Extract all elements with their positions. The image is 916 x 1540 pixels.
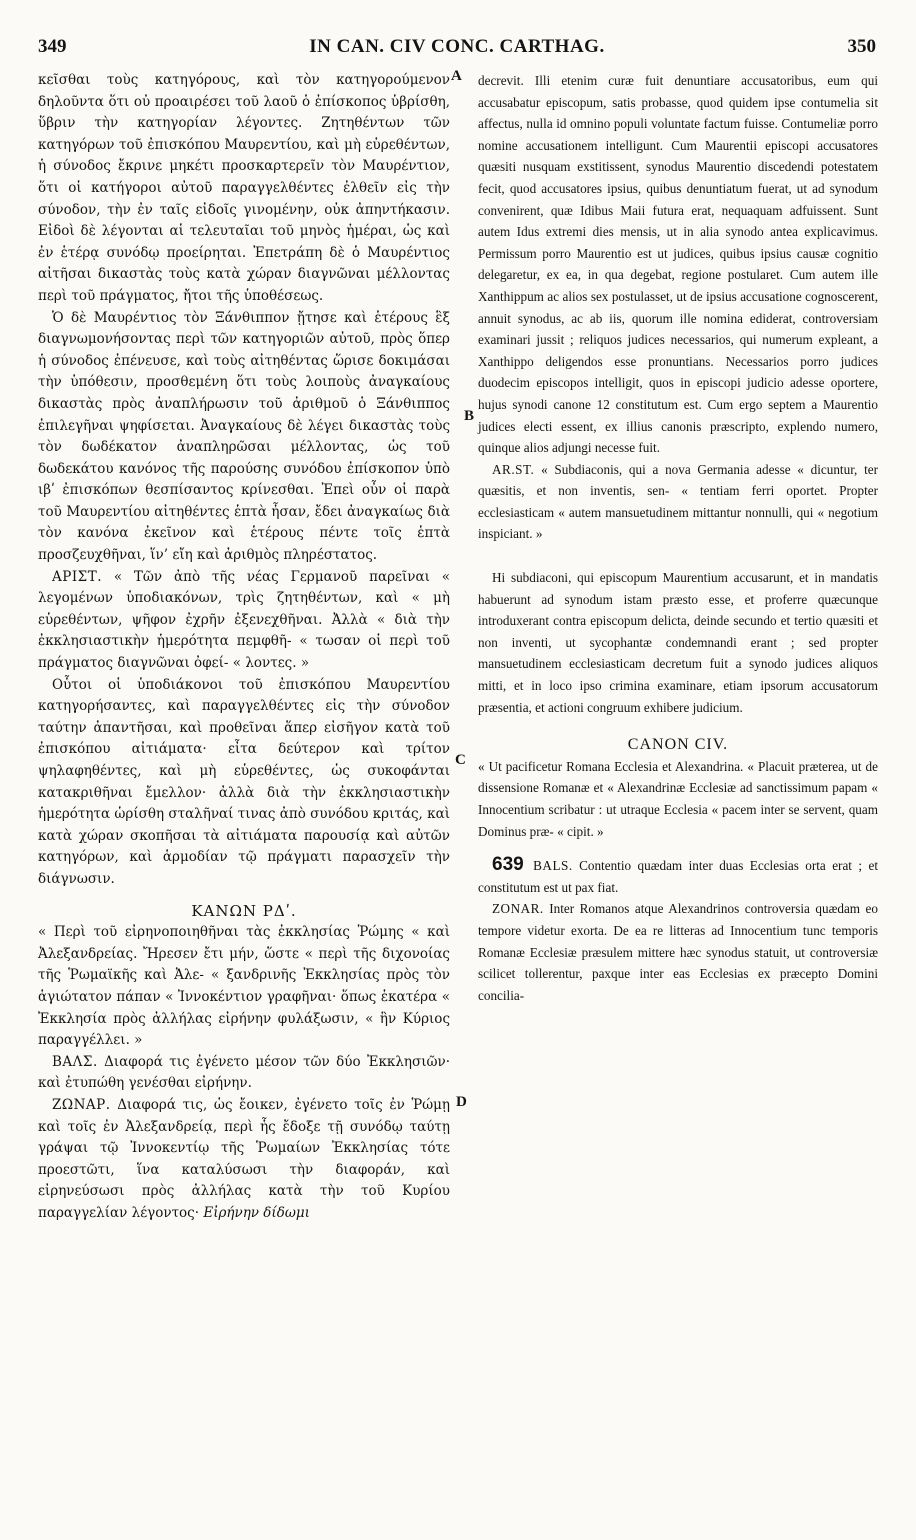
margin-letter-d: D [456,1094,467,1110]
zonar-text: Inter Romanos atque Alexandrinos controversia quædam eo tempore videtur exorta. De ea re litteras ad Innocentium tunc temporis Romanæ Ecclesiæ præsulem mittere hæc synodus statuit, ut controversiæ scilicet tollerentur, paxque inter eas Ecclesias ex præcepto Domini concilia- [478,901,878,1003]
margin-letter-b: B [464,408,475,424]
latin-paragraph-1: decrevit. Illi etenim curæ fuit denuntiare accusatoribus, eum qui accusabatur episcopum, satis probasse, quod quidem ipse contumelia sit affectus, nulla id omnino populi voluntate factum fuisse. Contumeliæ porro nomine accusationem intelligunt. Cum Maurentii episcopi accusatores quæsiti nusquam exstitissent, synodus Maurentio discedendi potestatem fecit, quod accusatores ipsius, quibus denuntiatum fuerat, ut ad synodum convenirent, quæ Idibus Maii futura erat, nequaquam adfuissent. Sunt autem Idus extremi dies mensis, ut in alia synodo antea explicavimus. Permissum porro Maurentio est ut judices, quibus ipsius causæ cognitio delegaretur, ex ea, in qua degebat, regione postularet. Cum autem ille Xanthippum ac alios sex postulasset, ut de ipsius accusatione cognoscerent, annuit synodus, ac ab iis, quorum ille nomina ediderat, controversiam examinari jussit ; reliquos judices necessarios, qui numerum expleant, a Xanthippo deligendos esse pronuntians. Necessarios porro judices duodecim episcopos intelligit, quos in episcopi judicio adesse oportere, hujus synodi canone 12 constitutum est. Cum ergo septem a Maurentio judices electi essent, ex illius canonis præscripto, explendo numero, quinque alios adjungi necesse fuit. [478,73,878,456]
running-title: IN CAN. CIV CONC. CARTHAG. [309,36,605,57]
zonar-label: ZONAR. [492,901,544,917]
margin-letter-a: A [451,68,462,84]
column-number-639: 639 [492,854,524,876]
page-number-left: 349 [38,36,67,57]
greek-canon-text: « Περὶ τοῦ εἰρηνοποιηθῆναι τὰς ἐκκλησίας Ῥώμης « καὶ Ἀλεξανδρείας. Ἤρεσεν ἔτι μήν, ὥστε « περὶ τῆς διχονοίας τῆς Ῥωμαϊκῆς καὶ Ἀλε- « ξανδρινῆς Ἐκκλησίας πρὸς τὸν ἁγιώτατον πάπαν « Ἰννοκέντιον γραφῆναι· ὅπως ἑκατέρα « Ἐκκλησία πρὸς ἀλλήλας εἰρήνην φυλάξωσιν, « ἣν Κύριος παραγγέλλει. » [38,924,450,1049]
greek-column [38,70,450,1224]
aristenus-label: ΑΡΙΣΤ. [52,568,103,585]
latin-paragraph-2: Hi subdiaconi, qui episcopum Maurentium accusarunt, et in mandatis habuerunt ad synodum istam præsto esse, et proferre quæcunque introduxerant contra episcopum delicta, deinde secundo et tertio quæsiti et non inventi, ut sycophantæ condemnandi erant ; sed propter mansuetudinem ecclesiasticam decretum fuit a synodo judices aliquos mitti, et in loco ipso crimina examinare, etiam ipsorum accusatorum præsentia, et actioni congruum exhibere judicium. [478,570,878,715]
latin-aristenus [478,459,878,545]
latin-zonaras [478,898,878,1006]
greek-zonaras [38,1095,450,1225]
latin-canon-text: « Ut pacificetur Romana Ecclesia et Alexandrina. « Placuit præterea, ut de dissensione Romanæ et « Alexandrinæ Ecclesiæ ad sanctissimum papam « Innocentium scribatur : ut utraque Ecclesia « pacem inter se servent, quam Dominus præ- « cipit. » [478,758,878,839]
greek-paragraph-2: Ὁ δὲ Μαυρέντιος τὸν Ξάνθιππον ᾔτησε καὶ ἑτέρους ἓξ διαγνωμονήσοντας περὶ τῶν κατηγοριῶν αὐτοῦ, πρὸς ὅπερ ἡ σύνοδος ἐπένευσε, καὶ τοὺς αἰτηθέντας ὥρισε δοκιμάσαι τὴν ὑπόθεσιν, προσθεμένη ὅτι τοὺς λοιποὺς ἀναγκαίους δικαστὰς πρὸς ἀναπλήρωσιν τοῦ ἀριθμοῦ ὁ Ξάνθιππος ἐπιλεγῆναι ψηφίσεται. Ἀναγκαίους δὲ λέγει δικαστὰς τοὺς τὸν δωδέκατον ἀναπληρῶσαι μέλλοντας, ὡς τοῦ δωδεκάτου κανόνος τῆς παρούσης συνόδου ἐπίσκοπον ὑπὸ ιβʹ ἐπισκόπων θεσπίσαντος κρίνεσθαι. Ἐπεὶ οὖν οἱ παρὰ τοῦ Μαυρεντίου αἰτηθέντες ἑπτὰ ἦσαν, ἔδει ἀναγκαίως διὰ τὸν κανόνα ἐκεῖνον καὶ ἑτέρους πέντε τοῖς ἑπτὰ προσζευχθῆναι, ἵν’ εἴη καὶ ἀριθμὸς πληρέστατος. [38,309,450,564]
bals-text: Contentio quædam inter duas Ecclesias orta erat ; et constitutum est ut pax fiat. [478,858,878,895]
latin-balsamon [478,854,878,898]
latin-canon-title: CANON CIV. [627,736,729,754]
arst-label: AR.ST. [492,461,535,477]
margin-letter-c: C [455,752,466,768]
greek-aristenus [38,567,450,675]
balsamon-text: Διαφορά τις ἐγένετο μέσον τῶν δύο Ἐκκλησιῶν· καὶ ἐτυπώθη γενέσθαι εἰρήνην. [38,1053,450,1092]
balsamon-label: ΒΑΛΣ. [52,1053,98,1070]
greek-balsamon [38,1052,450,1095]
zonaras-label: ΖΩΝΑΡ. [52,1096,111,1113]
greek-paragraph-1: κεῖσθαι τοὺς κατηγόρους, καὶ τὸν κατηγορούμενον δηλοῦντα ὅτι οὐ προαιρέσει τοῦ λαοῦ ὁ ἐπίσκοπος ὑβρίσθη, ὕβριν τὴν κατηγορίαν λέγοντες. Ζητηθέντων τῶν κατηγόρων τοῦ ἐπισκόπου Μαυρεντίου, καὶ μὴ εὑρεθέντων, ἡ σύνοδος ἔκρινε μηκέτι προσκαρτερεῖν τὸν Μαυρέντιον, ὅτι οἱ κατήγοροι αὐτοῦ παραγγελθέντες ἐλθεῖν εἰς τὴν σύνοδον, τὴν ἐν ταῖς εἰδοῖς γινομένην, οὐκ ἀπηντήκασιν. Εἰδοὶ δὲ λέγονται αἱ τελευταῖαι τοῦ μηνὸς ἡμέραι, ὡς καὶ ἐν ἑτέρᾳ συνόδῳ προείρηται. Ἐπετράπη δὲ ὁ Μαυρέντιος αἰτῆσαι δικαστὰς τοὺς κατὰ χώραν διαγνῶναι μέλλοντας περὶ τοῦ πράγματος, ἤτοι τῆς ὑποθέσεως. [38,72,450,304]
running-header [38,36,876,62]
greek-paragraph-3: Οὗτοι οἱ ὑποδιάκονοι τοῦ ἐπισκόπου Μαυρεντίου κατηγορήσαντες, καὶ παραγγελθέντες εἰς τὴν σύνοδον ταύτην ἀπαντῆσαι, καὶ προθεῖναι ἅπερ εἰσῆγον κατὰ τοῦ ἐπισκόπου αἰτιάματα· εἶτα δεύτερον καὶ τρίτον ψηλαφηθέντες, καὶ μὴ εὑρεθέντες, ὡς συκοφάνται κατακριθῆναι ἔμελλον· ἀλλὰ διὰ τὴν ἐκκλησιαστικὴν ἡμερότητα ὡρίσθη σταλῆναί τινας ἀπὸ συνόδου κριτάς, καὶ κατὰ χώραν σκοπῆσαι τὰ αἰτιάματα παρουσίᾳ καὶ αὐτῶν κατηγόρων, καὶ ἁρμοδίαν τῷ πράγματι παρασχεῖν τὴν διάγνωσιν. [38,676,450,887]
arst-quote: « Subdiaconis, qui a nova Germania adesse « dicuntur, ter quæsitis, et non inventis, sen- « tentiam ferri oportet. Propter ecclesiasticam « autem mansuetudinem mittantur nonnulli, qui « negotium inspiciant. » [478,461,878,542]
zonaras-italic-quote: Εἰρήνην δίδωμι [203,1204,310,1221]
aristenus-quote: « Τῶν ἀπὸ τῆς νέας Γερμανοῦ παρεῖναι « λεγομένων ὑποδιακόνων, τρὶς ζητηθέντων, καὶ « μὴ εὑρεθέντων, ψῆφον ἐχρῆν ἐξενεχθῆναι. Ἀλλὰ « διὰ τὴν ἐκκλησιαστικὴν ἡμερότητα πεμφθῆ- « τωσαν οἱ περὶ τοῦ πράγματος διαγνῶναι ὀφεί- « λοντες. » [38,568,450,672]
page-number-right: 350 [847,36,876,57]
bals-label: BALS. [533,858,573,874]
greek-canon-title: ΚΑΝΩΝ ΡΔʹ. [191,901,297,920]
zonaras-text: Διαφορά τις, ὡς ἔοικεν, ἐγένετο τοῖς ἐν Ῥώμῃ καὶ τοῖς ἐν Ἀλεξανδρείᾳ, περὶ ἧς ἔδοξε τῇ συνόδῳ ταύτῃ γράψαι τῷ Ἰννοκεντίῳ τῆς Ῥωμαίων Ἐκκλησίας τότε προεστῶτι, ἵνα καταλύσωσι τὴν διαφοράν, καὶ εἰρηνεύσωσι πρὸς ἀλλήλας κατὰ τὴν τοῦ Κυρίου παραγγελίαν λέγοντος· [38,1096,450,1221]
latin-column [478,70,878,1006]
